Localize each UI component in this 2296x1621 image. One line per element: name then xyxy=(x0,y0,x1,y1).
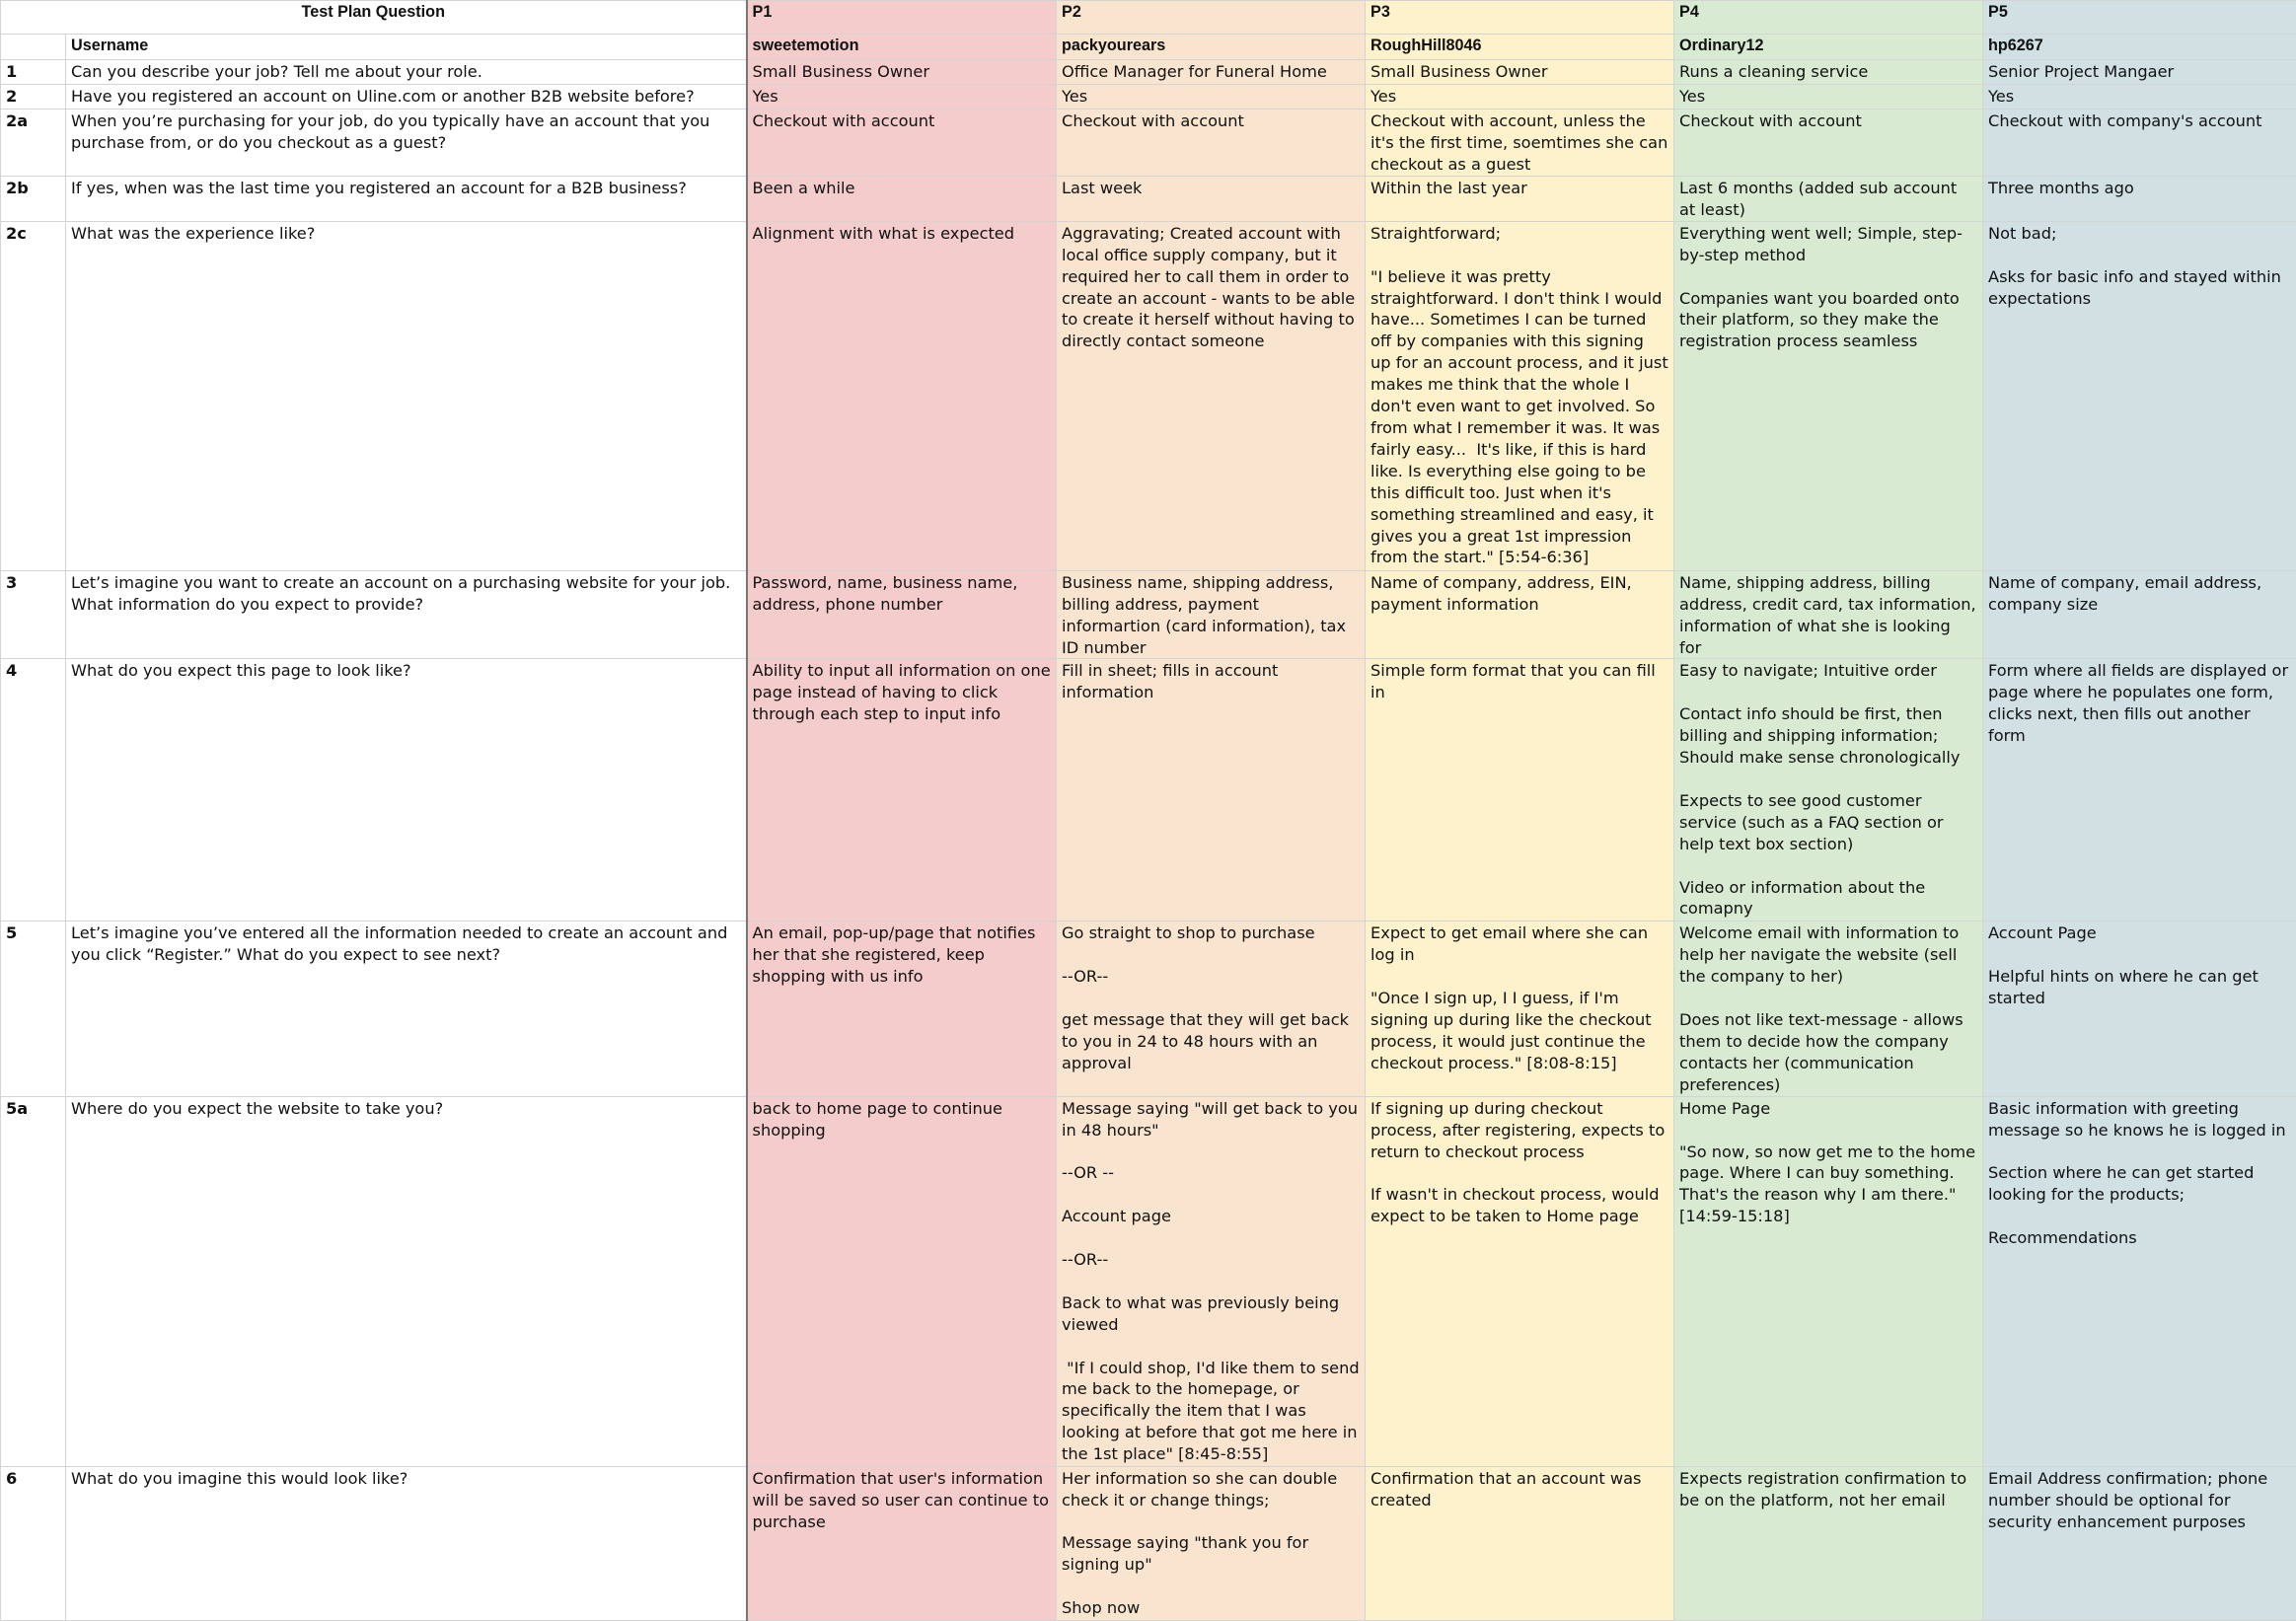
answer-cell-p3: Name of company, address, EIN, payment information xyxy=(1366,570,1674,659)
table-row xyxy=(1,85,2296,110)
answer-cell-p1: Alignment with what is expected xyxy=(747,221,1057,570)
answer-cell-p4: Expects registration confirmation to be on the platform, not her email xyxy=(1674,1466,1983,1620)
table-title: Test Plan Question xyxy=(1,1,747,35)
row-id: 3 xyxy=(1,570,66,659)
question-cell: What was the experience like? xyxy=(66,221,747,570)
row-id: 6 xyxy=(1,1466,66,1620)
answer-cell-p2: Last week xyxy=(1057,177,1366,222)
table-row xyxy=(1,60,2296,85)
table-row xyxy=(1,659,2296,921)
answer-cell-p5: Basic information with greeting message so he knows he is logged in Section where he can get started looking for the products; Recommendations xyxy=(1983,1096,2296,1466)
answer-cell-p1: Small Business Owner xyxy=(747,60,1057,85)
answer-cell-p4: Name, shipping address, billing address, credit card, tax information, information of what she is looking for xyxy=(1674,570,1983,659)
answer-cell-p1: Been a while xyxy=(747,177,1057,222)
answer-cell-p3: Within the last year xyxy=(1366,177,1674,222)
participant-header: P5 xyxy=(1983,1,2296,35)
answer-cell-p2: Go straight to shop to purchase --OR-- get message that they will get back to you in 24 to 48 hours with an approval xyxy=(1057,921,1366,1096)
answer-cell-p3: Yes xyxy=(1366,85,1674,110)
answer-cell-p4: Welcome email with information to help her navigate the website (sell the company to her) Does not like text-message - allows them to decide how the company contacts her (communication preferences) xyxy=(1674,921,1983,1096)
answer-cell-p3: Straightforward; "I believe it was pretty straightforward. I don't think I would have... Sometimes I can be turned off by companies with this signing up for an account process, and it just makes me think that the whole I don't even want to get involved. So from what I remember it was. It was fairly easy... It's like, if this is hard like. Is everything else going to be this difficult too. Just when it's something streamlined and easy, it gives you a great 1st impression from the start." [5:54-6:36] xyxy=(1366,221,1674,570)
question-cell: What do you imagine this would look like? xyxy=(66,1466,747,1620)
answer-cell-p1: Checkout with account xyxy=(747,110,1057,177)
answer-cell-p2: Checkout with account xyxy=(1057,110,1366,177)
answer-cell-p2: Message saying "will get back to you in 48 hours" --OR -- Account page --OR-- Back to what was previously being viewed "If I could shop, I'd like them to send me back to the homepage, or specifically the item that I was looking at before that got me here in the 1st place" [8:45-8:55] xyxy=(1057,1096,1366,1466)
answer-cell-p5: Account Page Helpful hints on where he can get started xyxy=(1983,921,2296,1096)
answer-cell-p2: Aggravating; Created account with local office supply company, but it required her to call them in order to create an account - wants to be able to create it herself without having to directly contact someone xyxy=(1057,221,1366,570)
question-cell: What do you expect this page to look like? xyxy=(66,659,747,921)
question-cell: If yes, when was the last time you registered an account for a B2B business? xyxy=(66,177,747,222)
answer-cell-p2: Office Manager for Funeral Home xyxy=(1057,60,1366,85)
answer-cell-p2: Fill in sheet; fills in account information xyxy=(1057,659,1366,921)
answer-cell-p1: Password, name, business name, address, phone number xyxy=(747,570,1057,659)
row-id: 1 xyxy=(1,60,66,85)
row-id: 5 xyxy=(1,921,66,1096)
answer-cell-p3: Small Business Owner xyxy=(1366,60,1674,85)
question-cell: Where do you expect the website to take you? xyxy=(66,1096,747,1466)
answer-cell-p5: Not bad; Asks for basic info and stayed within expectations xyxy=(1983,221,2296,570)
answer-cell-p2: Business name, shipping address, billing address, payment informartion (card information), tax ID number xyxy=(1057,570,1366,659)
row-id: 4 xyxy=(1,659,66,921)
answer-cell-p3: Expect to get email where she can log in "Once I sign up, I I guess, if I'm signing up during like the checkout process, it would just continue the checkout process." [8:08-8:15] xyxy=(1366,921,1674,1096)
participant-header: P4 xyxy=(1674,1,1983,35)
table-row xyxy=(1,1466,2296,1620)
participant-header: P2 xyxy=(1057,1,1366,35)
answer-cell-p3: Simple form format that you can fill in xyxy=(1366,659,1674,921)
participant-header: P3 xyxy=(1366,1,1674,35)
question-cell: When you’re purchasing for your job, do you typically have an account that you purchase from, or do you checkout as a guest? xyxy=(66,110,747,177)
row-id xyxy=(1,35,66,60)
answer-cell-p2: Yes xyxy=(1057,85,1366,110)
username-cell: Ordinary12 xyxy=(1674,35,1983,60)
answer-cell-p1: back to home page to continue shopping xyxy=(747,1096,1057,1466)
answer-cell-p5: Email Address confirmation; phone number should be optional for security enhancement purposes xyxy=(1983,1466,2296,1620)
answer-cell-p4: Everything went well; Simple, step-by-step method Companies want you boarded onto their platform, so they make the registration process seamless xyxy=(1674,221,1983,570)
answer-cell-p4: Last 6 months (added sub account at least) xyxy=(1674,177,1983,222)
row-id: 5a xyxy=(1,1096,66,1466)
table-row xyxy=(1,921,2296,1096)
answer-cell-p3: If signing up during checkout process, after registering, expects to return to checkout process If wasn't in checkout process, would expect to be taken to Home page xyxy=(1366,1096,1674,1466)
answer-cell-p5: Checkout with company's account xyxy=(1983,110,2296,177)
answer-cell-p4: Yes xyxy=(1674,85,1983,110)
username-cell: sweetemotion xyxy=(747,35,1057,60)
answer-cell-p3: Checkout with account, unless the it's the first time, soemtimes she can checkout as a guest xyxy=(1366,110,1674,177)
header-row xyxy=(1,1,2296,35)
table-row xyxy=(1,110,2296,177)
answer-cell-p1: Yes xyxy=(747,85,1057,110)
answer-cell-p4: Checkout with account xyxy=(1674,110,1983,177)
answer-cell-p2: Her information so she can double check it or change things; Message saying "thank you for signing up" Shop now xyxy=(1057,1466,1366,1620)
username-label: Username xyxy=(66,35,747,60)
answer-cell-p3: Confirmation that an account was created xyxy=(1366,1466,1674,1620)
question-cell: Let’s imagine you’ve entered all the information needed to create an account and you click “Register.” What do you expect to see next? xyxy=(66,921,747,1096)
answer-cell-p4: Easy to navigate; Intuitive order Contact info should be first, then billing and shipping information; Should make sense chronologically Expects to see good customer service (such as a FAQ section or help text box section) Video or information about the comapny xyxy=(1674,659,1983,921)
question-cell: Have you registered an account on Uline.com or another B2B website before? xyxy=(66,85,747,110)
answer-cell-p4: Runs a cleaning service xyxy=(1674,60,1983,85)
table-row xyxy=(1,1096,2296,1466)
table-row xyxy=(1,221,2296,570)
username-row xyxy=(1,35,2296,60)
row-id: 2c xyxy=(1,221,66,570)
username-cell: packyourears xyxy=(1057,35,1366,60)
answer-cell-p1: Confirmation that user's information will be saved so user can continue to purchase xyxy=(747,1466,1057,1620)
username-cell: RoughHill8046 xyxy=(1366,35,1674,60)
table-row xyxy=(1,570,2296,659)
username-cell: hp6267 xyxy=(1983,35,2296,60)
answer-cell-p5: Form where all fields are displayed or page where he populates one form, clicks next, then fills out another form xyxy=(1983,659,2296,921)
question-cell: Let’s imagine you want to create an account on a purchasing website for your job. What information do you expect to provide? xyxy=(66,570,747,659)
row-id: 2a xyxy=(1,110,66,177)
answer-cell-p5: Yes xyxy=(1983,85,2296,110)
answer-cell-p1: An email, pop-up/page that notifies her that she registered, keep shopping with us info xyxy=(747,921,1057,1096)
participant-header: P1 xyxy=(747,1,1057,35)
row-id: 2b xyxy=(1,177,66,222)
answer-cell-p1: Ability to input all information on one page instead of having to click through each step to input info xyxy=(747,659,1057,921)
answer-cell-p5: Name of company, email address, company size xyxy=(1983,570,2296,659)
table-row xyxy=(1,177,2296,222)
question-cell: Can you describe your job? Tell me about your role. xyxy=(66,60,747,85)
answer-cell-p5: Senior Project Mangaer xyxy=(1983,60,2296,85)
answer-cell-p4: Home Page "So now, so now get me to the home page. Where I can buy something. That's the reason why I am there." [14:59-15:18] xyxy=(1674,1096,1983,1466)
row-id: 2 xyxy=(1,85,66,110)
answer-cell-p5: Three months ago xyxy=(1983,177,2296,222)
